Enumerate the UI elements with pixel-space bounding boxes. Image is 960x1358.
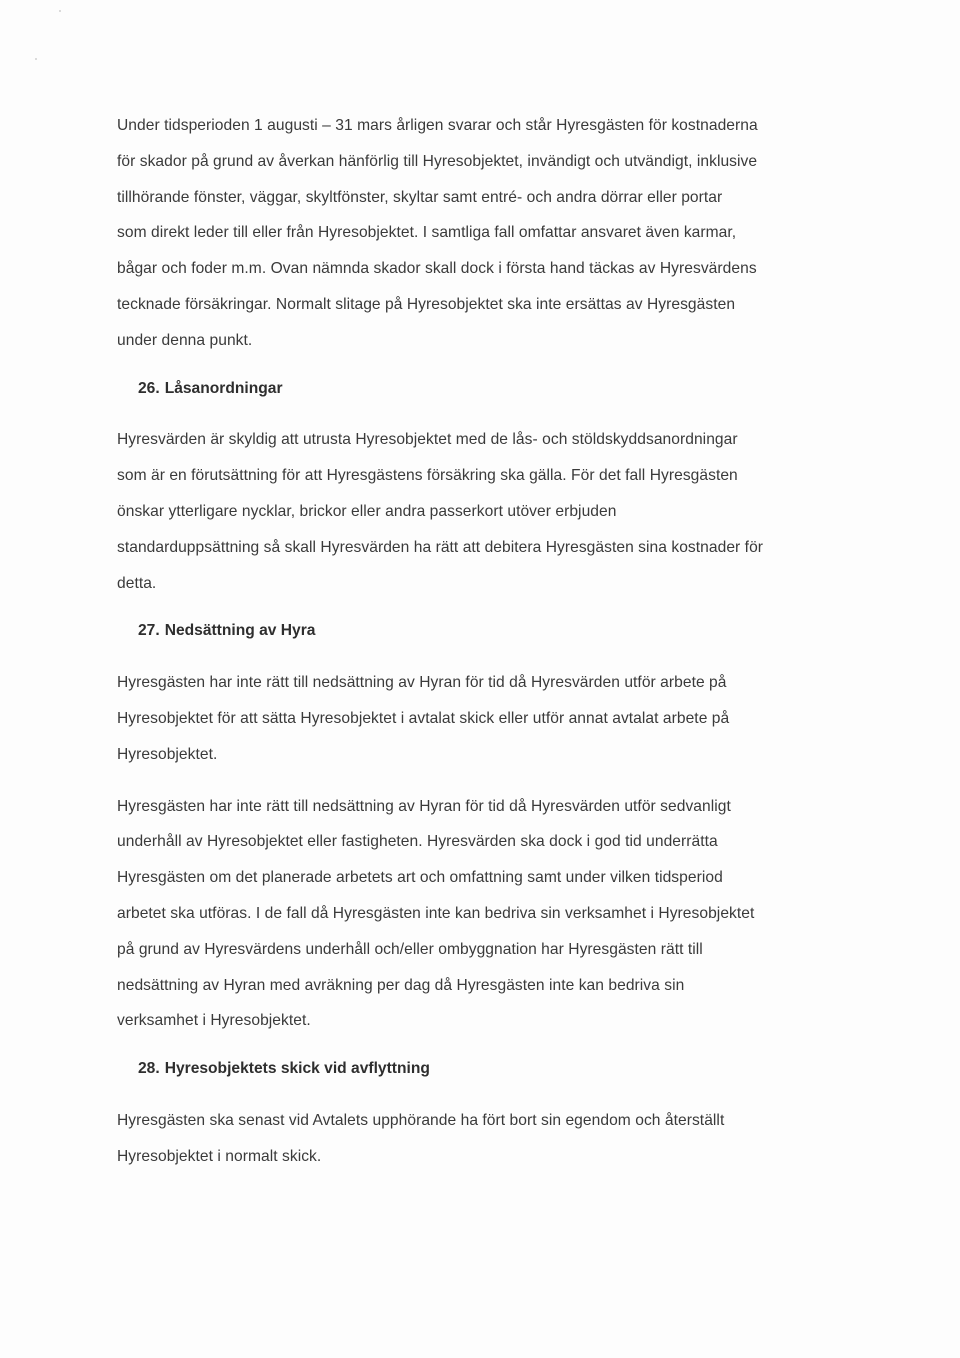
section-number: 28. [138,1060,160,1078]
scan-speck [59,10,61,12]
text-line: tecknade försäkringar. Normalt slitage på Hyresobjektet ska inte ersättas av Hyresgästen [117,295,736,313]
section-title: Hyresobjektets skick vid avflyttning [164,1060,430,1078]
section-number: 27. [138,622,160,640]
section-27-paragraph-1 [117,665,845,772]
text-line: Hyresobjektet. [117,745,218,763]
text-line: under denna punkt. [117,331,253,349]
section-28-body [117,1103,845,1175]
text-line: Hyresobjektet i normalt skick. [117,1147,322,1165]
text-line: detta. [117,574,157,592]
text-line: som direkt leder till eller från Hyresobjektet. I samtliga fall omfattar ansvaret även karmar, [117,224,737,242]
text-line: verksamhet i Hyresobjektet. [117,1012,311,1030]
section-title: Låsanordningar [164,379,283,397]
paragraph-intro [117,108,845,359]
text-line: Hyresgästen har inte rätt till nedsättning av Hyran för tid då Hyresvärden utför arbete på [117,674,727,692]
document-body [117,108,845,1175]
section-27-paragraph-2 [117,789,845,1040]
text-line: tillhörande fönster, väggar, skyltfönster, skyltar samt entré- och andra dörrar eller portar [117,188,723,206]
text-line: arbetet ska utföras. I de fall då Hyresgästen inte kan bedriva sin verksamhet i Hyresobjektet [117,904,755,922]
section-heading-26 [117,371,845,407]
text-line: Hyresgästen om det planerade arbetets art och omfattning samt under vilken tidsperiod [117,869,723,887]
text-line: Under tidsperioden 1 augusti – 31 mars årligen svarar och står Hyresgästen för kostnaderna [117,117,758,134]
text-line: Hyresvärden är skyldig att utrusta Hyresobjektet med de lås- och stöldskyddsanordningar [117,431,738,449]
text-line: Hyresgästen har inte rätt till nedsättning av Hyran för tid då Hyresvärden utför sedvanligt [117,797,731,815]
text-line: nedsättning av Hyran med avräkning per dag då Hyresgästen inte kan bedriva sin [117,976,685,994]
section-title: Nedsättning av Hyra [164,622,316,640]
scan-speck [35,58,37,60]
text-line: för skador på grund av åverkan hänförlig till Hyresobjektet, invändigt och utvändigt, inklusive [117,152,758,170]
text-line: Hyresobjektet för att sätta Hyresobjektet i avtalat skick eller utför annat avtalat arbete på [117,709,730,727]
section-heading-28 [117,1051,845,1087]
text-line: standarduppsättning så skall Hyresvärden ha rätt att debitera Hyresgästen sina kostnader för [117,538,764,556]
text-line: underhåll av Hyresobjektet eller fastigheten. Hyresvärden ska dock i god tid underrätta [117,833,718,851]
text-line: på grund av Hyresvärdens underhåll och/eller ombyggnation har Hyresgästen rätt till [117,940,703,958]
text-line: som är en förutsättning för att Hyresgästens försäkring ska gälla. För det fall Hyresgästen [117,467,738,485]
text-line: önskar ytterligare nycklar, brickor eller andra passerkort utöver erbjuden [117,502,617,520]
section-number: 26. [138,379,160,397]
text-line: Hyresgästen ska senast vid Avtalets upphörande ha fört bort sin egendom och återställt [117,1111,725,1129]
section-heading-27 [117,613,845,649]
text-line: bågar och foder m.m. Ovan nämnda skador skall dock i första hand täckas av Hyresvärdens [117,260,757,278]
section-26-body [117,422,845,601]
